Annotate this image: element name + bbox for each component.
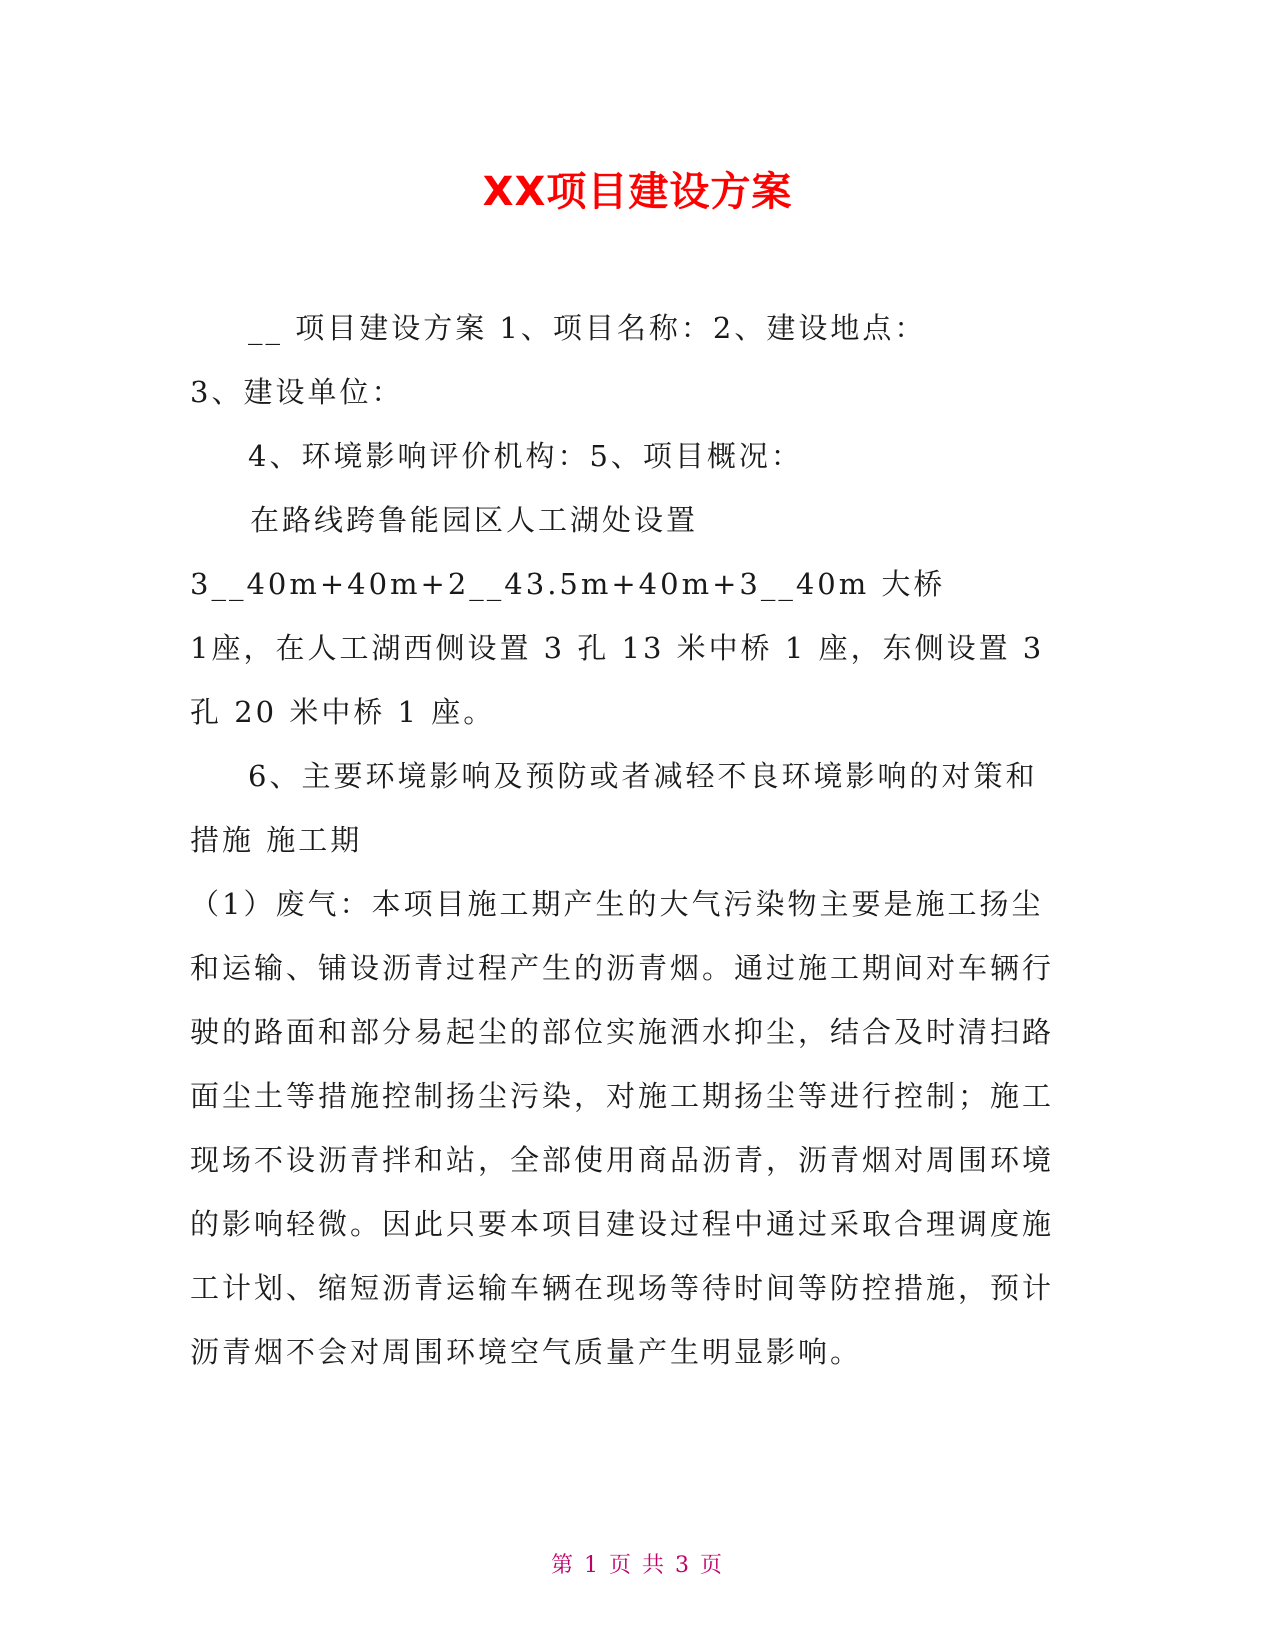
body-line: 6、主要环境影响及预防或者减轻不良环境影响的对策和 — [248, 759, 1038, 793]
document-body — [190, 296, 1090, 1384]
body-line: 在路线跨鲁能园区人工湖处设置 — [250, 503, 699, 537]
body-line: （1）废气：本项目施工期产生的大气污染物主要是施工扬尘 — [190, 887, 1044, 921]
body-line: 沥青烟不会对周围环境空气质量产生明显影响。 — [190, 1335, 863, 1369]
body-line: 工计划、缩短沥青运输车辆在现场等待时间等防控措施，预计 — [190, 1271, 1055, 1305]
body-line: 和运输、铺设沥青过程产生的沥青烟。通过施工期间对车辆行 — [190, 951, 1055, 985]
body-line: 1座，在人工湖西侧设置 3 孔 13 米中桥 1 座，东侧设置 3 — [190, 631, 1045, 665]
body-line: 4、环境影响评价机构：5、项目概况： — [248, 439, 803, 473]
body-line: 3__40m+40m+2__43.5m+40m+3__40m 大桥 — [190, 567, 946, 601]
page-number-footer: 第 1 页 共 3 页 — [551, 1553, 724, 1578]
body-line: 措施 施工期 — [190, 823, 363, 857]
body-line: 孔 20 米中桥 1 座。 — [190, 695, 496, 729]
document-title: XX项目建设方案 — [482, 169, 793, 215]
body-line: 驶的路面和部分易起尘的部位实施洒水抑尘，结合及时清扫路 — [190, 1015, 1055, 1049]
body-line: 的影响轻微。因此只要本项目建设过程中通过采取合理调度施 — [190, 1207, 1055, 1241]
body-line: 面尘土等措施控制扬尘污染，对施工期扬尘等进行控制；施工 — [190, 1079, 1055, 1113]
body-line: 3、建设单位： — [190, 375, 404, 409]
body-line: __ 项目建设方案 1、项目名称：2、建设地点： — [248, 311, 927, 345]
body-line: 现场不设沥青拌和站，全部使用商品沥青，沥青烟对周围环境 — [190, 1143, 1055, 1177]
